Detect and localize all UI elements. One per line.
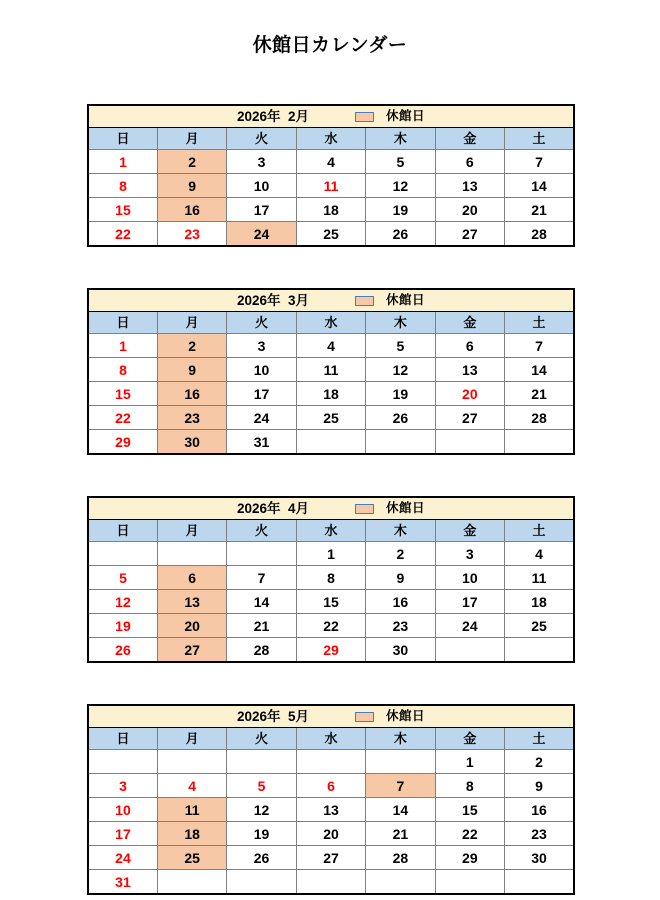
calendar-day-cell[interactable]: 4 — [505, 542, 575, 566]
calendar-day-cell[interactable]: 1 — [435, 750, 504, 774]
calendar-list — [0, 70, 660, 895]
calendar-empty-cell — [296, 430, 365, 455]
calendar-day-cell[interactable]: 2 — [505, 750, 575, 774]
calendar-day-cell[interactable]: 5 — [227, 774, 296, 798]
calendar-day-cell[interactable]: 16 — [366, 590, 435, 614]
calendar-day-cell[interactable]: 12 — [366, 174, 435, 198]
calendar-day-cell[interactable]: 24 — [227, 222, 296, 247]
calendar-day-cell[interactable]: 25 — [296, 406, 365, 430]
calendar-day-cell[interactable]: 7 — [505, 150, 575, 174]
calendar-day-cell[interactable]: 29 — [435, 846, 504, 870]
calendar-title-cell — [88, 289, 574, 312]
calendar-week-row — [88, 774, 574, 798]
weekday-header-cell: 木 — [366, 312, 435, 334]
calendar-empty-cell — [366, 870, 435, 895]
calendar-day-cell[interactable]: 17 — [435, 590, 504, 614]
month-label: 2026年 5月 — [236, 708, 310, 724]
calendar-day-cell[interactable]: 22 — [88, 222, 157, 247]
calendar-day-cell[interactable]: 7 — [505, 334, 575, 358]
calendar-day-cell[interactable]: 14 — [505, 174, 575, 198]
calendar-day-cell[interactable]: 23 — [505, 822, 575, 846]
calendar-day-cell[interactable]: 8 — [88, 358, 157, 382]
legend — [355, 502, 425, 515]
calendar-week-row — [88, 406, 574, 430]
calendar-day-cell[interactable]: 30 — [157, 430, 226, 455]
calendar-day-cell[interactable]: 14 — [505, 358, 575, 382]
calendar-day-cell[interactable]: 25 — [157, 846, 226, 870]
legend-label: 休館日 — [386, 709, 426, 724]
month-calendar-table — [87, 288, 575, 455]
calendar-day-cell[interactable]: 30 — [505, 846, 575, 870]
calendar-week-row — [88, 358, 574, 382]
calendar-week-row — [88, 198, 574, 222]
calendar-title-row — [88, 105, 574, 128]
calendar-day-cell[interactable]: 29 — [88, 430, 157, 455]
calendar-empty-cell — [227, 542, 296, 566]
weekday-header-cell: 木 — [366, 520, 435, 542]
calendar-empty-cell — [435, 430, 504, 455]
weekday-header-cell: 木 — [366, 128, 435, 150]
calendar-week-row — [88, 822, 574, 846]
calendar-empty-cell — [366, 750, 435, 774]
calendar-title-row — [88, 705, 574, 728]
calendar-block — [87, 288, 573, 455]
calendar-day-cell[interactable]: 15 — [88, 382, 157, 406]
closed-day-swatch-icon — [355, 712, 374, 722]
calendar-day-cell[interactable]: 11 — [296, 358, 365, 382]
calendar-block — [87, 496, 573, 663]
calendar-day-cell[interactable]: 3 — [435, 542, 504, 566]
page-title: 休館日カレンダー — [252, 34, 408, 56]
calendar-day-cell[interactable]: 28 — [505, 222, 575, 247]
calendar-day-cell[interactable]: 20 — [435, 198, 504, 222]
calendar-week-row — [88, 222, 574, 247]
calendar-day-cell[interactable]: 4 — [296, 334, 365, 358]
calendar-day-cell[interactable]: 9 — [157, 174, 226, 198]
calendar-empty-cell — [227, 750, 296, 774]
weekday-header-cell: 月 — [157, 520, 226, 542]
calendar-day-cell[interactable]: 2 — [157, 334, 226, 358]
calendar-day-cell[interactable]: 1 — [88, 150, 157, 174]
calendar-day-cell[interactable]: 24 — [227, 406, 296, 430]
closed-day-swatch-icon — [355, 112, 374, 122]
calendar-empty-cell — [366, 430, 435, 455]
legend-label: 休館日 — [386, 109, 426, 124]
calendar-day-cell[interactable]: 26 — [227, 846, 296, 870]
calendar-day-cell[interactable]: 3 — [88, 774, 157, 798]
calendar-title-cell — [88, 105, 574, 128]
calendar-week-row — [88, 750, 574, 774]
calendar-day-cell[interactable]: 3 — [227, 334, 296, 358]
calendar-day-cell[interactable]: 16 — [505, 798, 575, 822]
calendar-day-cell[interactable]: 21 — [505, 382, 575, 406]
weekday-header-cell: 木 — [366, 728, 435, 750]
calendar-week-row — [88, 614, 574, 638]
calendar-day-cell[interactable]: 25 — [296, 222, 365, 247]
calendar-day-cell[interactable]: 21 — [366, 822, 435, 846]
weekday-header-row — [88, 728, 574, 750]
calendar-week-row — [88, 846, 574, 870]
calendar-day-cell[interactable]: 9 — [157, 358, 226, 382]
calendar-empty-cell — [296, 870, 365, 895]
weekday-header-cell: 水 — [296, 312, 365, 334]
calendar-day-cell[interactable]: 3 — [227, 150, 296, 174]
month-calendar-table — [87, 704, 575, 895]
calendar-day-cell[interactable]: 4 — [296, 150, 365, 174]
calendar-day-cell[interactable]: 8 — [88, 174, 157, 198]
calendar-week-row — [88, 590, 574, 614]
closed-day-swatch-icon — [355, 296, 374, 306]
calendar-day-cell[interactable]: 10 — [88, 798, 157, 822]
calendar-day-cell[interactable]: 20 — [435, 382, 504, 406]
calendar-day-cell[interactable]: 22 — [296, 614, 365, 638]
calendar-day-cell[interactable]: 11 — [505, 566, 575, 590]
weekday-header-cell: 火 — [227, 728, 296, 750]
calendar-empty-cell — [435, 638, 504, 663]
legend-label: 休館日 — [386, 501, 426, 516]
calendar-day-cell[interactable]: 13 — [157, 590, 226, 614]
weekday-header-cell: 火 — [227, 128, 296, 150]
month-calendar-table — [87, 496, 575, 663]
calendar-day-cell[interactable]: 26 — [366, 406, 435, 430]
calendar-day-cell[interactable]: 27 — [296, 846, 365, 870]
weekday-header-cell: 日 — [88, 520, 157, 542]
calendar-day-cell[interactable]: 11 — [296, 174, 365, 198]
calendar-day-cell[interactable]: 19 — [227, 822, 296, 846]
calendar-day-cell[interactable]: 16 — [157, 382, 226, 406]
calendar-day-cell[interactable]: 31 — [227, 430, 296, 455]
calendar-day-cell[interactable]: 21 — [505, 198, 575, 222]
calendar-day-cell[interactable]: 10 — [227, 358, 296, 382]
calendar-title-row — [88, 289, 574, 312]
weekday-header-cell: 日 — [88, 728, 157, 750]
calendar-day-cell[interactable]: 13 — [296, 798, 365, 822]
calendar-day-cell[interactable]: 28 — [366, 846, 435, 870]
weekday-header-cell: 金 — [435, 728, 504, 750]
calendar-empty-cell — [505, 870, 575, 895]
calendar-day-cell[interactable]: 20 — [296, 822, 365, 846]
calendar-week-row — [88, 870, 574, 895]
calendar-day-cell[interactable]: 5 — [366, 334, 435, 358]
calendar-day-cell[interactable]: 6 — [435, 150, 504, 174]
calendar-day-cell[interactable]: 1 — [88, 334, 157, 358]
calendar-day-cell[interactable]: 23 — [157, 222, 226, 247]
legend — [355, 294, 425, 307]
weekday-header-cell: 日 — [88, 312, 157, 334]
calendar-day-cell[interactable]: 1 — [296, 542, 365, 566]
calendar-day-cell[interactable]: 22 — [435, 822, 504, 846]
calendar-day-cell[interactable]: 22 — [88, 406, 157, 430]
calendar-day-cell[interactable]: 17 — [88, 822, 157, 846]
calendar-day-cell[interactable]: 11 — [157, 798, 226, 822]
calendar-day-cell[interactable]: 30 — [366, 638, 435, 663]
calendar-day-cell[interactable]: 27 — [435, 222, 504, 247]
calendar-day-cell[interactable]: 21 — [227, 614, 296, 638]
calendar-day-cell[interactable]: 18 — [157, 822, 226, 846]
calendar-day-cell[interactable]: 19 — [366, 198, 435, 222]
weekday-header-cell: 金 — [435, 312, 504, 334]
calendar-day-cell[interactable]: 6 — [296, 774, 365, 798]
month-label: 2026年 4月 — [236, 500, 310, 516]
calendar-day-cell[interactable]: 27 — [435, 406, 504, 430]
calendar-day-cell[interactable]: 31 — [88, 870, 157, 895]
calendar-day-cell[interactable]: 18 — [296, 198, 365, 222]
weekday-header-cell: 水 — [296, 128, 365, 150]
calendar-day-cell[interactable]: 4 — [157, 774, 226, 798]
calendar-title-cell — [88, 497, 574, 520]
calendar-day-cell[interactable]: 7 — [227, 566, 296, 590]
calendar-day-cell[interactable]: 24 — [435, 614, 504, 638]
calendar-empty-cell — [505, 430, 575, 455]
calendar-title-row — [88, 497, 574, 520]
calendar-day-cell[interactable]: 26 — [88, 638, 157, 663]
weekday-header-cell: 火 — [227, 312, 296, 334]
calendar-day-cell[interactable]: 18 — [505, 590, 575, 614]
calendar-day-cell[interactable]: 14 — [227, 590, 296, 614]
calendar-day-cell[interactable]: 9 — [505, 774, 575, 798]
legend — [355, 710, 425, 723]
calendar-day-cell[interactable]: 16 — [157, 198, 226, 222]
weekday-header-cell: 火 — [227, 520, 296, 542]
calendar-week-row — [88, 150, 574, 174]
calendar-day-cell[interactable]: 15 — [88, 198, 157, 222]
calendar-week-row — [88, 382, 574, 406]
calendar-empty-cell — [505, 638, 575, 663]
calendar-day-cell[interactable]: 6 — [435, 334, 504, 358]
calendar-day-cell[interactable]: 8 — [296, 566, 365, 590]
calendar-day-cell[interactable]: 13 — [435, 358, 504, 382]
calendar-block — [87, 704, 573, 895]
weekday-header-cell: 月 — [157, 128, 226, 150]
calendar-day-cell[interactable]: 19 — [366, 382, 435, 406]
calendar-day-cell[interactable]: 2 — [366, 542, 435, 566]
weekday-header-cell: 水 — [296, 520, 365, 542]
calendar-block — [87, 104, 573, 247]
calendar-page — [0, 13, 660, 900]
calendar-day-cell[interactable]: 27 — [157, 638, 226, 663]
calendar-empty-cell — [296, 750, 365, 774]
calendar-day-cell[interactable]: 15 — [435, 798, 504, 822]
calendar-empty-cell — [88, 542, 157, 566]
calendar-empty-cell — [157, 750, 226, 774]
calendar-empty-cell — [157, 870, 226, 895]
calendar-empty-cell — [227, 870, 296, 895]
calendar-day-cell[interactable]: 23 — [157, 406, 226, 430]
calendar-day-cell[interactable]: 29 — [296, 638, 365, 663]
calendar-day-cell[interactable]: 12 — [366, 358, 435, 382]
weekday-header-cell: 土 — [505, 128, 575, 150]
legend-label: 休館日 — [386, 293, 426, 308]
calendar-empty-cell — [88, 750, 157, 774]
month-label: 2026年 2月 — [236, 108, 310, 124]
weekday-header-cell: 月 — [157, 312, 226, 334]
weekday-header-cell: 水 — [296, 728, 365, 750]
weekday-header-cell: 土 — [505, 520, 575, 542]
weekday-header-row — [88, 128, 574, 150]
weekday-header-cell: 日 — [88, 128, 157, 150]
calendar-week-row — [88, 174, 574, 198]
calendar-day-cell[interactable]: 18 — [296, 382, 365, 406]
calendar-day-cell[interactable]: 10 — [227, 174, 296, 198]
calendar-week-row — [88, 334, 574, 358]
weekday-header-cell: 月 — [157, 728, 226, 750]
weekday-header-row — [88, 520, 574, 542]
legend — [355, 110, 425, 123]
calendar-day-cell[interactable]: 12 — [227, 798, 296, 822]
weekday-header-cell: 金 — [435, 128, 504, 150]
calendar-day-cell[interactable]: 5 — [366, 150, 435, 174]
calendar-empty-cell — [157, 542, 226, 566]
closed-day-swatch-icon — [355, 504, 374, 514]
calendar-week-row — [88, 566, 574, 590]
calendar-day-cell[interactable]: 14 — [366, 798, 435, 822]
calendar-day-cell[interactable]: 25 — [505, 614, 575, 638]
calendar-day-cell[interactable]: 23 — [366, 614, 435, 638]
calendar-day-cell[interactable]: 13 — [435, 174, 504, 198]
calendar-day-cell[interactable]: 17 — [227, 198, 296, 222]
calendar-day-cell[interactable]: 6 — [157, 566, 226, 590]
calendar-title-cell — [88, 705, 574, 728]
weekday-header-cell: 土 — [505, 312, 575, 334]
calendar-day-cell[interactable]: 28 — [227, 638, 296, 663]
calendar-day-cell[interactable]: 10 — [435, 566, 504, 590]
calendar-week-row — [88, 430, 574, 455]
weekday-header-cell: 金 — [435, 520, 504, 542]
calendar-day-cell[interactable]: 19 — [88, 614, 157, 638]
calendar-day-cell[interactable]: 5 — [88, 566, 157, 590]
calendar-week-row — [88, 542, 574, 566]
month-label: 2026年 3月 — [236, 292, 310, 308]
calendar-day-cell[interactable]: 8 — [435, 774, 504, 798]
calendar-day-cell[interactable]: 17 — [227, 382, 296, 406]
calendar-empty-cell — [435, 870, 504, 895]
weekday-header-cell: 土 — [505, 728, 575, 750]
month-calendar-table — [87, 104, 575, 247]
calendar-day-cell[interactable]: 20 — [157, 614, 226, 638]
weekday-header-row — [88, 312, 574, 334]
calendar-day-cell[interactable]: 28 — [505, 406, 575, 430]
calendar-week-row — [88, 798, 574, 822]
calendar-week-row — [88, 638, 574, 663]
calendar-day-cell[interactable]: 24 — [88, 846, 157, 870]
calendar-day-cell[interactable]: 7 — [366, 774, 435, 798]
calendar-day-cell[interactable]: 2 — [157, 150, 226, 174]
calendar-day-cell[interactable]: 26 — [366, 222, 435, 247]
calendar-day-cell[interactable]: 15 — [296, 590, 365, 614]
calendar-day-cell[interactable]: 9 — [366, 566, 435, 590]
calendar-day-cell[interactable]: 12 — [88, 590, 157, 614]
